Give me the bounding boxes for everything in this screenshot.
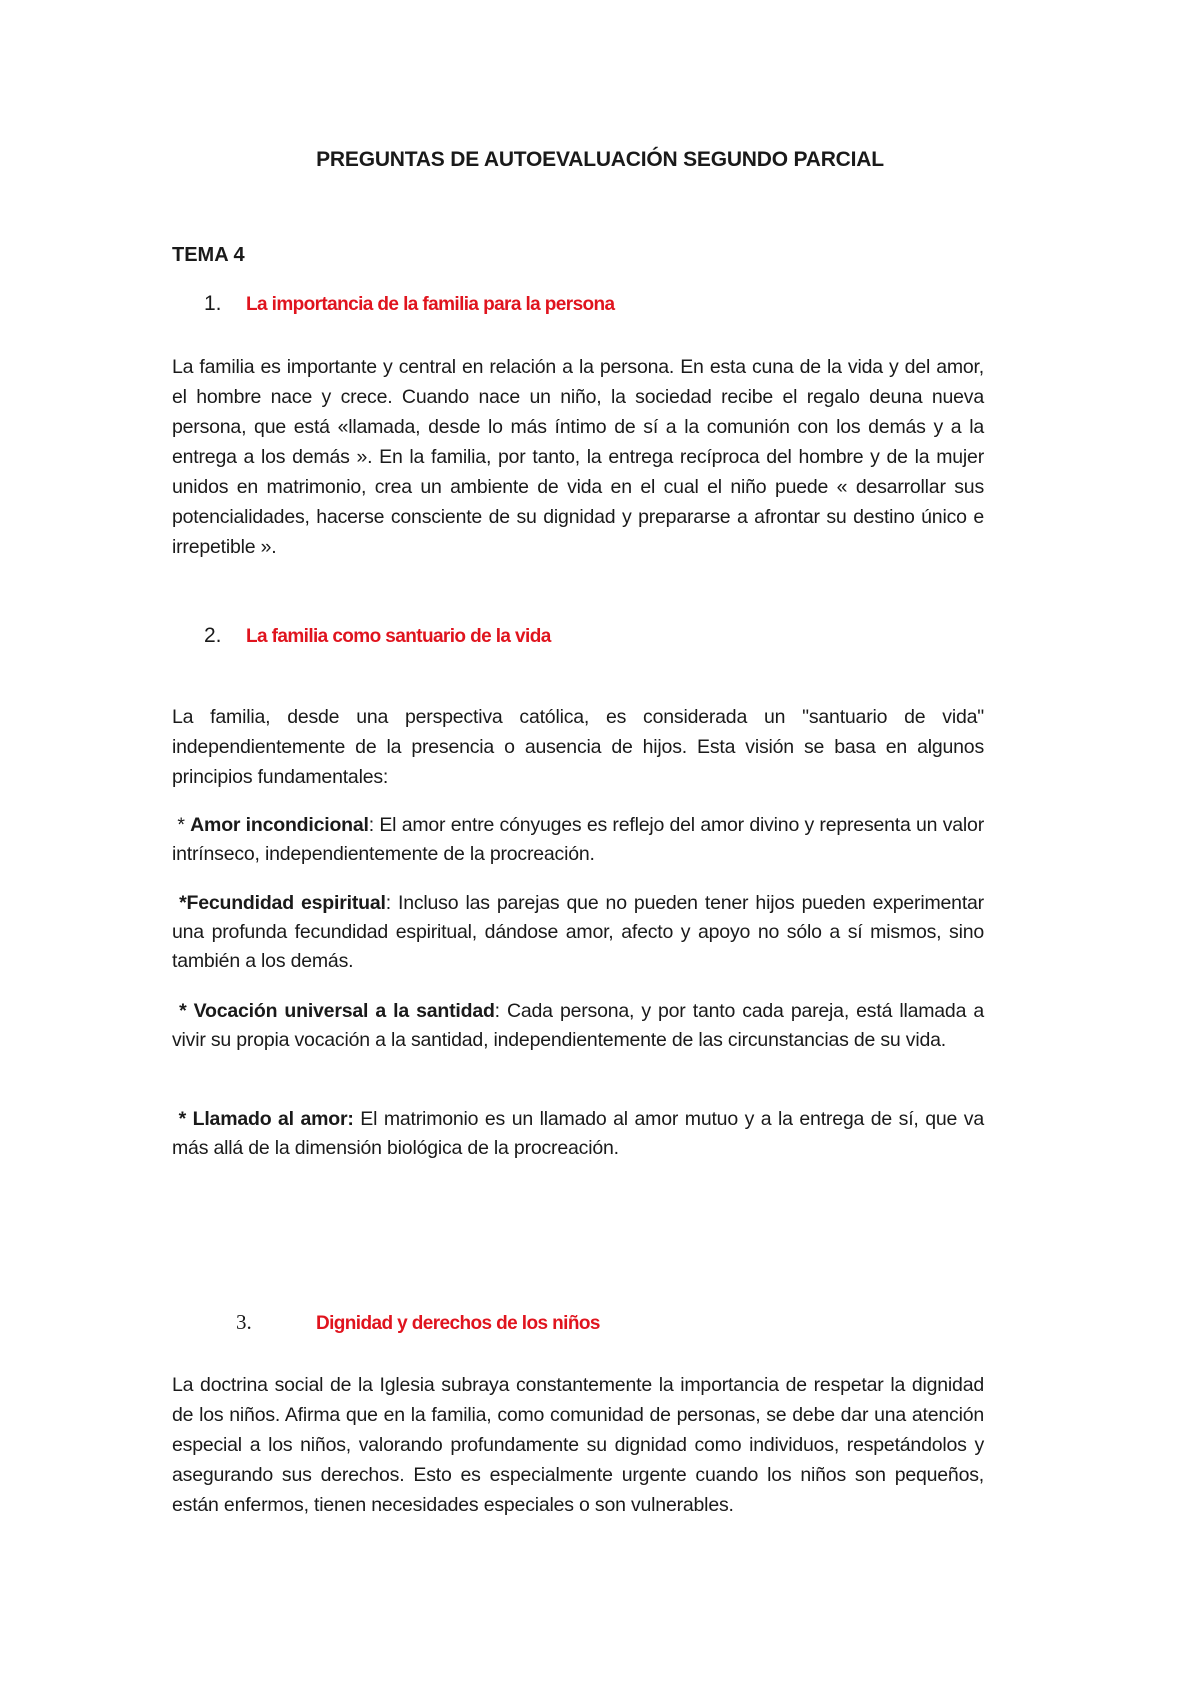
section-1-paragraph: La familia es importante y central en relación a la persona. En esta cuna de la vida y del amor, el hombre nace y crece. Cuando nace un niño, la sociedad recibe el regalo deuna nueva persona, que está «llamada, desde lo más íntimo de sí a la comunión con los demás y a la entrega a los demás ». En la familia, por tanto, la entrega recíproca del hombre y de la mujer unidos en matrimonio, crea un ambiente de vida en el cual el niño puede « desarrollar sus potencialidades, hacerse consciente de su dignidad y prepararse a afrontar su destino único e irrepetible ». bbox=[172, 356, 984, 558]
bullet-prefix bbox=[172, 1108, 179, 1130]
section-3-heading bbox=[236, 1310, 600, 1335]
bullet-term: * Vocación universal a la santidad bbox=[179, 1000, 495, 1022]
list-item bbox=[172, 997, 984, 1055]
list-item bbox=[172, 811, 984, 869]
section-2-heading bbox=[204, 624, 551, 648]
section-2-intro: La familia, desde una perspectiva católica, es considerada un "santuario de vida" independientemente de la presencia o ausencia de hijos. Esta visión se basa en algunos principios fundamentales: bbox=[172, 706, 984, 788]
section-3-number: 3. bbox=[236, 1310, 252, 1334]
section-3-paragraph: La doctrina social de la Iglesia subraya constantemente la importancia de respetar la dignidad de los niños. Afirma que en la familia, como comunidad de personas, se debe dar una atención especial a los niños, valorando profundamente su dignidad como individuos, respetándolos y asegurando sus derechos. Esto es especialmente urgente cuando los niños son pequeños, están enfermos, tienen necesidades especiales o son vulnerables. bbox=[172, 1374, 984, 1516]
bullet-text: : El amor entre cónyuges es reflejo del amor divino y representa un valor intrínseco, independientemente de la procreación. bbox=[172, 814, 984, 865]
section-1-heading bbox=[204, 292, 615, 316]
section-3-title: Dignidad y derechos de los niños bbox=[316, 1313, 600, 1334]
bullet-text: El matrimonio es un llamado al amor mutuo y a la entrega de sí, que va más allá de la dimensión biológica de la procreación. bbox=[172, 1108, 985, 1159]
list-item bbox=[172, 889, 984, 976]
section-2-title: La familia como santuario de la vida bbox=[246, 626, 551, 647]
bullet-term: *Fecundidad espiritual bbox=[179, 892, 386, 914]
bullet-text: : Cada persona, y por tanto cada pareja, está llamada a vivir su propia vocación a la santidad, independientemente de las circunstancias de su vida. bbox=[172, 1000, 984, 1051]
section-2-number: 2. bbox=[204, 624, 222, 647]
tema-heading: TEMA 4 bbox=[172, 244, 245, 266]
section-1-number: 1. bbox=[204, 292, 222, 315]
bullet-term: * Llamado al amor: bbox=[178, 1108, 354, 1130]
section-1-title: La importancia de la familia para la persona bbox=[246, 294, 615, 315]
document-title: PREGUNTAS DE AUTOEVALUACIÓN SEGUNDO PARCIAL bbox=[316, 148, 884, 171]
bullet-text: : Incluso las parejas que no pueden tener hijos pueden experimentar una profunda fecundidad espiritual, dándose amor, afecto y apoyo no sólo a sí mismos, sino también a los demás. bbox=[172, 892, 984, 972]
bullet-term: Amor incondicional bbox=[190, 814, 369, 836]
list-item bbox=[172, 1105, 984, 1163]
bullet-prefix: * bbox=[172, 814, 191, 836]
